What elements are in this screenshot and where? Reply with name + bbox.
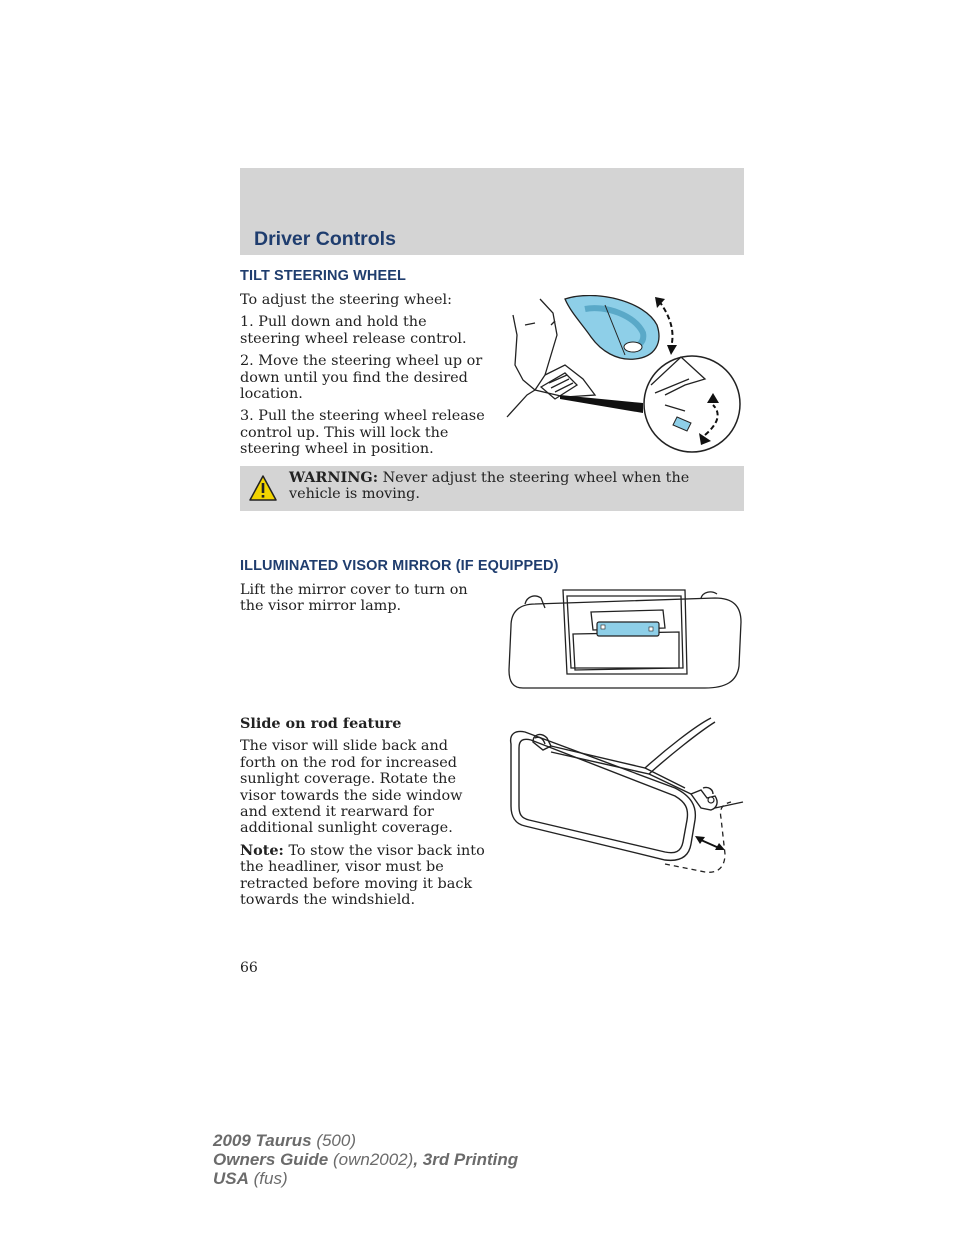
footer-line-1: [213, 1131, 518, 1150]
tilt-step-3: 3. Pull the steering wheel release control up. This will lock the steering wheel in position.: [240, 408, 485, 458]
footer-model-code: (500): [311, 1131, 357, 1150]
section-header-band: [240, 168, 744, 255]
tilt-steering-heading: TILT STEERING WHEEL: [240, 268, 406, 284]
note-label: Note:: [240, 841, 284, 859]
footer: [213, 1131, 518, 1188]
slide-on-rod-note: [240, 843, 488, 909]
warning-text: [289, 470, 737, 503]
footer-market: USA: [213, 1169, 249, 1188]
note-text: To stow the visor back into the headliner, visor must be retracted before moving it back towards the windshield.: [240, 842, 485, 909]
slide-on-rod-text: The visor will slide back and forth on the rod for increased sunlight coverage. Rotate the visor towards the side window and extend it rearward for additional sunlight coverage.: [240, 738, 463, 837]
tilt-steering-text: [240, 292, 488, 464]
warning-label: WARNING:: [289, 469, 379, 486]
warning-triangle-icon: [248, 474, 278, 502]
slide-on-rod-heading: Slide on rod feature: [240, 715, 402, 732]
footer-line-2: [213, 1150, 518, 1169]
visor-mirror-text: [240, 582, 488, 621]
footer-market-code: (fus): [248, 1169, 288, 1188]
warning-box: [240, 466, 744, 511]
slide-on-rod-section: [240, 716, 488, 914]
page-number: 66: [240, 960, 258, 976]
slide-on-rod-illustration: [505, 716, 745, 876]
visor-mirror-heading: ILLUMINATED VISOR MIRROR (IF EQUIPPED): [240, 558, 559, 574]
warning-message: Never adjust the steering wheel when the vehicle is moving.: [289, 470, 690, 503]
footer-line-3: [213, 1169, 518, 1188]
footer-guide: Owners Guide: [213, 1150, 329, 1169]
visor-mirror-paragraph: Lift the mirror cover to turn on the visor mirror lamp.: [240, 582, 468, 615]
section-title: Driver Controls: [254, 228, 396, 250]
tilt-step-1: 1. Pull down and hold the steering wheel release control.: [240, 314, 467, 347]
footer-model: 2009 Taurus: [213, 1131, 312, 1150]
footer-printing: , 3rd Printing: [413, 1150, 519, 1169]
footer-guide-code: (own2002): [328, 1150, 414, 1169]
tilt-step-2: 2. Move the steering wheel up or down until you find the desired location.: [240, 353, 483, 403]
steering-wheel-illustration: [505, 295, 745, 455]
tilt-intro: To adjust the steering wheel:: [240, 292, 452, 308]
visor-mirror-illustration: [505, 588, 745, 692]
